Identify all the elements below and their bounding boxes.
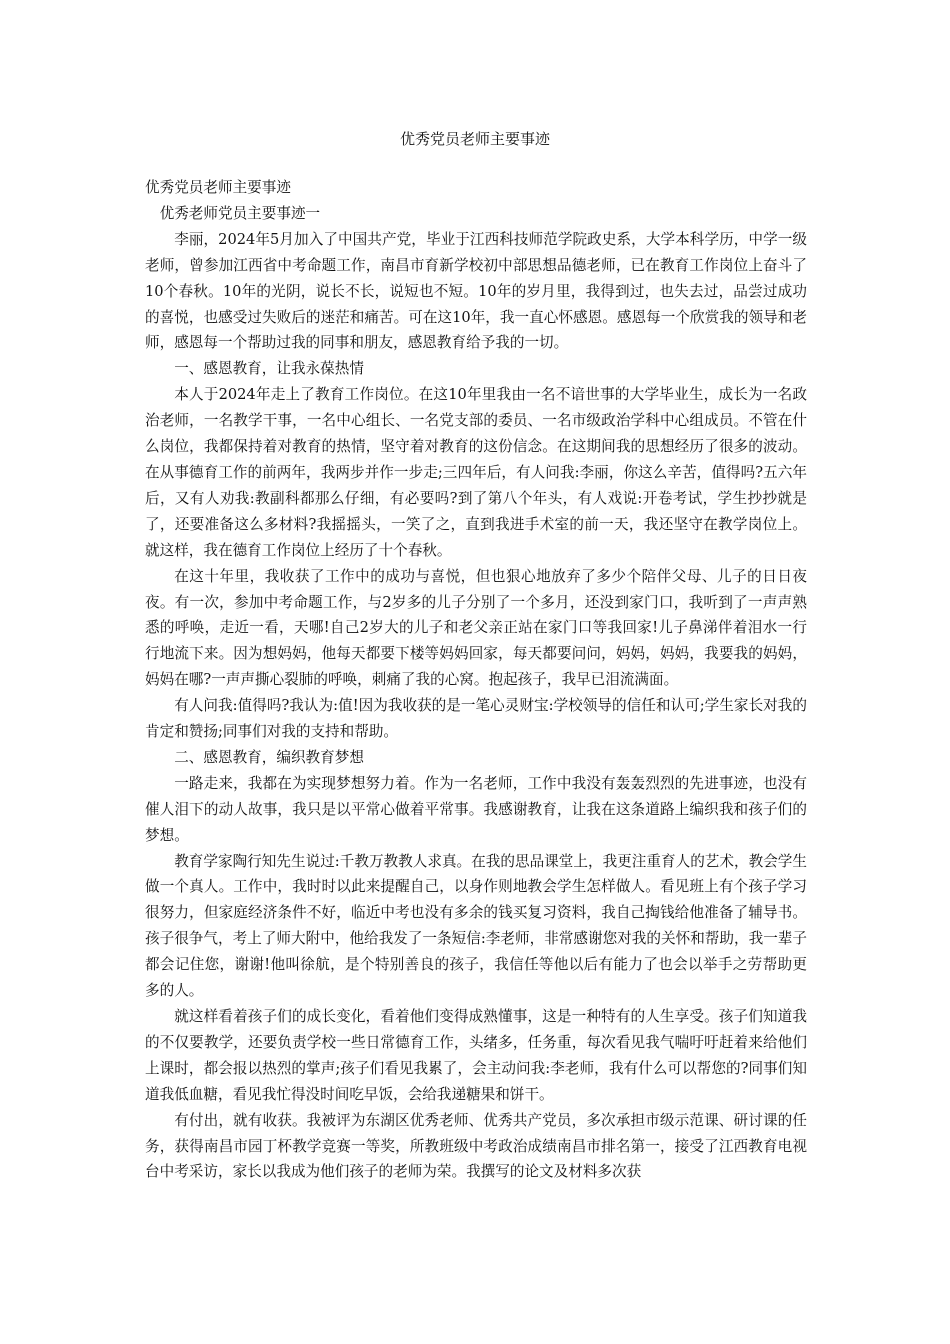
paragraph: 教育学家陶行知先生说过:千教万教教人求真。在我的思品课堂上，我更注重育人的艺术，教会学生做一个真人。工作中，我时时以此来提醒自己，以身作则地教会学生怎样做人。看见班上有个孩子学习很努力，但家庭经济条件不好，临近中考也没有多余的钱买复习资料，我自己掏钱给他准备了辅导书。孩子很争气，考上了师大附中，他给我发了一条短信:李老师，非常感谢您对我的关怀和帮助，我一辈子都会记住您，谢谢!他叫徐航，是个特别善良的孩子，我信任等他以后有能力了也会以举手之劳帮助更多的人。 <box>145 852 807 1000</box>
document-body <box>145 175 807 1185</box>
paragraph: 在这十年里，我收获了工作中的成功与喜悦，但也狠心地放弃了多少个陪伴父母、儿子的日日夜夜。有一次，参加中考命题工作，与2岁多的儿子分别了一个多月，还没到家门口，我听到了一声声熟悉的呼唤，走近一看，天哪!自己2岁大的儿子和老父亲正站在家门口等我回家!儿子鼻涕伴着泪水一行行地流下来。因为想妈妈，他每天都要下楼等妈妈回家，每天都要问问，妈妈，妈妈，我要我的妈妈，妈妈在哪?一声声撕心裂肺的呼唤，刺痛了我的心窝。抱起孩子，我早已泪流满面。 <box>145 567 807 689</box>
paragraph: 有人问我:值得吗?我认为:值!因为我收获的是一笔心灵财宝:学校领导的信任和认可;学生家长对我的肯定和赞扬;同事们对我的支持和帮助。 <box>145 697 807 741</box>
section-heading: 二、感恩教育，编织教育梦想 <box>174 748 364 766</box>
paragraph: 本人于2024年走上了教育工作岗位。在这10年里我由一名不谙世事的大学毕业生，成长为一名政治老师，一名教学干事，一名中心组长、一名党支部的委员、一名市级政治学科中心组成员。不管在什么岗位，我都保持着对教育的热情，坚守着对教育的这份信念。在这期间我的思想经历了很多的波动。在从事德育工作的前两年，我两步并作一步走;三四年后，有人问我:李丽，你这么辛苦，值得吗?五六年后，又有人劝我:教副科都那么仔细，有必要吗?到了第八个年头，有人戏说:开卷考试，学生抄抄就是了，还要准备这么多材料?我摇摇头，一笑了之，直到我进手术室的前一天，我还坚守在教学岗位上。就这样，我在德育工作岗位上经历了十个春秋。 <box>145 386 807 559</box>
section-heading: 一、感恩教育，让我永葆热情 <box>174 360 364 378</box>
document-title: 优秀党员老师主要事迹 <box>399 130 550 148</box>
document-heading: 优秀党员老师主要事迹 <box>145 179 291 196</box>
paragraph: 李丽，2024年5月加入了中国共产党，毕业于江西科技师范学院政史系，大学本科学历，中学一级老师，曾参加江西省中考命题工作，南昌市育新学校初中部思想品德老师，已在教育工作岗位上奋斗了10个春秋。10年的光阴，说长不长，说短也不短。10年的岁月里，我得到过，也失去过，品尝过成功的喜悦，也感受过失败后的迷茫和痛苦。可在这10年，我一直心怀感恩。感恩每一个欣赏我的领导和老师，感恩每一个帮助过我的同事和朋友，感恩教育给予我的一切。 <box>145 230 807 352</box>
paragraph: 一路走来，我都在为实现梦想努力着。作为一名老师，工作中我没有轰轰烈烈的先进事迹，也没有催人泪下的动人故事，我只是以平常心做着平常事。我感谢教育，让我在这条道路上编织我和孩子们的梦想。 <box>145 774 807 844</box>
paragraph: 有付出，就有收获。我被评为东湖区优秀老师、优秀共产党员，多次承担市级示范课、研讨课的任务，获得南昌市园丁杯教学竞赛一等奖，所教班级中考政治成绩南昌市排名第一，接受了江西教育电视台中考采访，家长以我成为他们孩子的老师为荣。我撰写的论文及材料多次获 <box>145 1111 807 1181</box>
document-subheading: 优秀老师党员主要事迹一 <box>159 204 321 222</box>
paragraph: 就这样看着孩子们的成长变化，看着他们变得成熟懂事，这是一种特有的人生享受。孩子们知道我的不仅要教学，还要负责学校一些日常德育工作，头绪多，任务重，每次看见我气喘吁吁赶着来给他们上课时，都会报以热烈的掌声;孩子们看见我累了，会主动问我:李老师，我有什么可以帮您的?同事们知道我低血糖，看见我忙得没时间吃早饭，会给我递糖果和饼干。 <box>145 1008 807 1103</box>
